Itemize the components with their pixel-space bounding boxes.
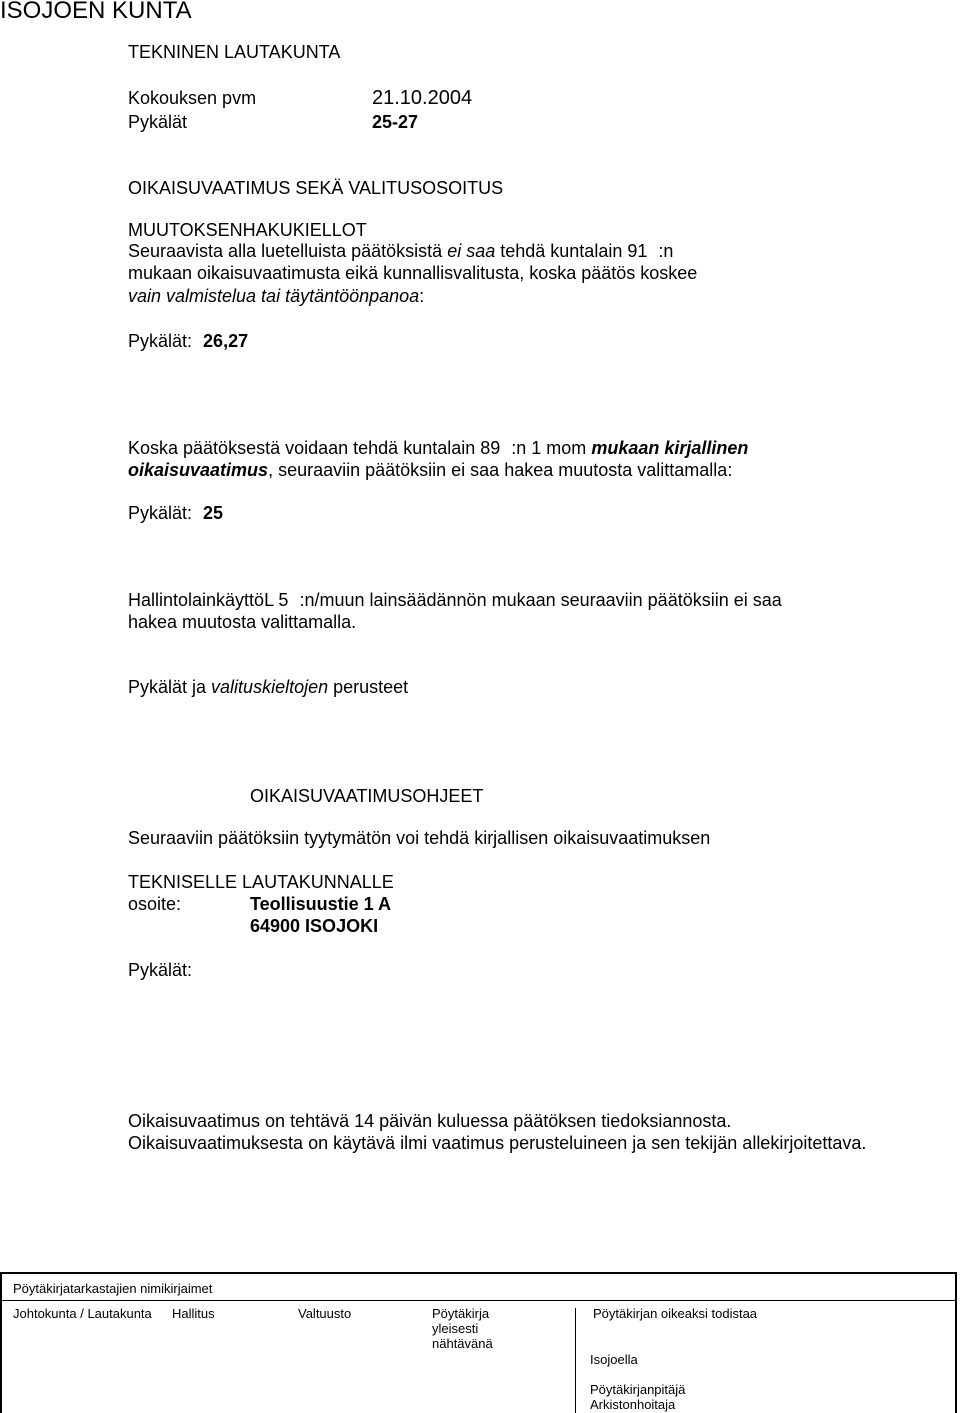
- address-city: 64900 ISOJOKI: [250, 916, 379, 936]
- prohibitions-line-2: mukaan oikaisuvaatimusta eikä kunnallisvalitusta, koska päätös koskee: [128, 263, 698, 283]
- footer-col-minutes-l1: Pöytäkirja: [432, 1306, 490, 1321]
- emphasis-span: mukaan kirjallinen: [591, 438, 749, 458]
- address-label: osoite:: [128, 894, 182, 914]
- footer-certification-label: Pöytäkirjan oikeaksi todistaa: [593, 1306, 758, 1321]
- prohibitions-heading: MUUTOKSENHAKUKIELLOT: [128, 220, 367, 240]
- paragraph-3-line-2: hakea muutosta valittamalla.: [128, 612, 357, 632]
- sections-1: [128, 330, 248, 352]
- emphasis-span: valituskieltojen: [211, 677, 329, 697]
- meeting-date-label: Kokouksen pvm: [128, 88, 257, 108]
- text-span: HallintolainkäyttöL 5: [128, 590, 294, 610]
- footer-col-council: Valtuusto: [298, 1306, 352, 1321]
- text-span: Pykälät ja: [128, 677, 212, 697]
- text-span: :n/muun lainsäädännön mukaan seuraaviin päätöksiin ei saa: [299, 590, 782, 610]
- text-span: perusteet: [328, 677, 409, 697]
- deadline-text: Oikaisuvaatimus on tehtävä 14 päivän kuluessa päätöksen tiedoksiannosta.: [128, 1111, 732, 1131]
- signatures-label: Pöytäkirjatarkastajien nimikirjaimet: [13, 1281, 213, 1296]
- text-span: tehdä kuntalain 91: [495, 241, 653, 261]
- prohibitions-line-3: [128, 285, 424, 307]
- sections-2-label: Pykälät:: [128, 503, 193, 523]
- document-title: OIKAISUVAATIMUS SEKÄ VALITUSOSOITUS: [128, 178, 504, 198]
- paragraph-2-line-2: [128, 459, 732, 481]
- text-span: :n: [658, 241, 674, 261]
- text-span: Seuraavista alla luetelluista päätöksistä: [128, 241, 448, 261]
- paragraph-2-line-1: [128, 437, 748, 459]
- emphasis-span: oikaisuvaatimus: [128, 460, 269, 480]
- emphasis-span: ei saa: [447, 241, 496, 261]
- sections-value: 25-27: [372, 112, 419, 132]
- sections-2-value: 25: [203, 503, 224, 523]
- meeting-date: 21.10.2004: [372, 87, 473, 109]
- footer-secretary: Pöytäkirjanpitäjä: [590, 1382, 686, 1397]
- footer-column-divider: [575, 1308, 576, 1413]
- sections-1-value: 26,27: [203, 331, 249, 351]
- paragraph-3-line-1: [128, 589, 782, 611]
- sections-1-label: Pykälät:: [128, 331, 193, 351]
- municipality-name: ISOJOEN KUNTA: [0, 0, 192, 24]
- content-text: Oikaisuvaatimuksesta on käytävä ilmi vaatimus perusteluineen ja sen tekijän allekirjoitettava.: [128, 1133, 867, 1153]
- board-name: TEKNINEN LAUTAKUNTA: [128, 42, 341, 62]
- paragraph-4: [128, 676, 408, 698]
- emphasis-span: vain valmistelua tai täytäntöönpanoa: [128, 286, 420, 306]
- text-span: :: [419, 286, 425, 306]
- footer-col-minutes-l3: nähtävänä: [432, 1336, 493, 1351]
- text-span: , seuraaviin päätöksiin ei saa hakea muutosta valittamalla:: [268, 460, 733, 480]
- text-span: :n 1 mom: [511, 438, 592, 458]
- footer-divider: [0, 1300, 957, 1301]
- recipient: TEKNISELLE LAUTAKUNNALLE: [128, 872, 394, 892]
- address-street: Teollisuustie 1 A: [250, 894, 392, 914]
- instructions-text: Seuraaviin päätöksiin tyytymätön voi tehdä kirjallisen oikaisuvaatimuksen: [128, 828, 711, 848]
- prohibitions-line-1: [128, 240, 673, 262]
- sections-3-label: Pykälät:: [128, 960, 193, 980]
- footer-place: Isojoella: [590, 1352, 638, 1367]
- footer-col-board: Johtokunta / Lautakunta: [13, 1306, 152, 1321]
- instructions-heading: OIKAISUVAATIMUSOHJEET: [250, 786, 484, 806]
- sections-label: Pykälät: [128, 112, 188, 132]
- footer-archivist: Arkistonhoitaja: [590, 1397, 676, 1412]
- footer-col-government: Hallitus: [172, 1306, 215, 1321]
- footer-col-minutes-l2: yleisesti: [432, 1321, 479, 1336]
- sections-2: [128, 502, 223, 524]
- text-span: Koska päätöksestä voidaan tehdä kuntalain 89: [128, 438, 506, 458]
